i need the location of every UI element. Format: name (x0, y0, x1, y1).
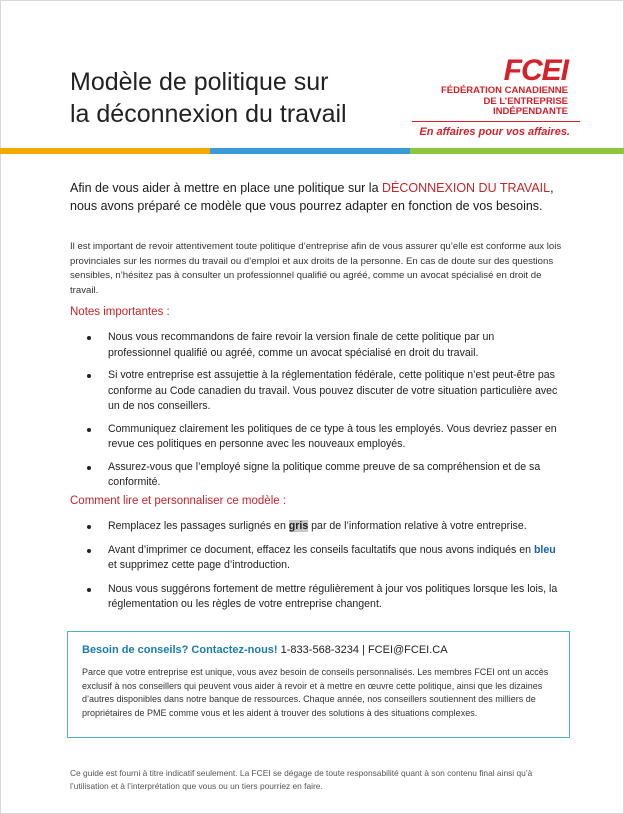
howto-item1-before: Remplacez les passages surlignés en (108, 520, 289, 532)
list-item (70, 422, 560, 453)
logo-name-line-2: DE L’ENTREPRISE INDÉPENDANTE (483, 95, 568, 117)
list-item (70, 460, 560, 491)
color-stripe (0, 148, 624, 154)
list-item (70, 582, 560, 613)
logo-tagline: En affaires pour vos affaires. (419, 125, 570, 138)
list-item (70, 543, 560, 574)
bullet-icon (87, 428, 91, 432)
contact-box (67, 631, 570, 738)
bullet-icon (87, 336, 91, 340)
stripe-yellow (0, 148, 210, 154)
list-item-text: Si votre entreprise est assujettie à la réglementation fédérale, cette politique n’est peut-être pas conforme au Code canadien du travail. Vous pouvez discuter de votre situation particulière avec un de nos conseillers. (108, 369, 558, 412)
contact-separator: | (358, 644, 368, 656)
list-item-text: Communiquez clairement les politiques de ce type à tous les employés. Vous devriez passer en revue ces politiques en personne avec les nouveaux employés. (108, 422, 557, 450)
list-item-text: Nous vous recommandons de faire revoir la version finale de cette politique par un professionnel qualifié ou agréé, comme un avocat spécialisé en droit du travail. (108, 331, 495, 359)
notes-list (70, 330, 560, 491)
contact-email[interactable]: FCEI@FCEI.CA (367, 644, 448, 656)
stripe-green (410, 148, 624, 154)
blue-text-sample: bleu (533, 543, 556, 556)
legal-paragraph: Il est important de revoir attentivement toute politique d’entreprise afin de vous assurer qu’elle est conforme aux lois provinciales sur les normes du travail ou d’emploi et aux droits de la personne. En cas de doute sur des questions sensibles, n’hésitez pas à consulter un professionnel qualifié ou agréé, comme un avocat spécialisé en droit de travail. (70, 241, 562, 296)
bullet-icon (87, 374, 91, 378)
list-item (70, 519, 560, 535)
logo-name-line-1: FÉDÉRATION CANADIENNE (440, 85, 568, 96)
gray-highlight-sample: gris (288, 520, 309, 532)
howto-item3: Nous vous suggérons fortement de mettre régulièrement à jour vos politiques lorsque les lois, la réglementation ou les règles de votre entreprise changent. (108, 582, 558, 610)
logo-mark: FCEI (503, 54, 568, 87)
stripe-blue (210, 148, 410, 154)
list-item (70, 330, 560, 361)
fcei-logo (412, 56, 580, 138)
page-title (70, 66, 347, 130)
bullet-icon (87, 525, 91, 529)
intro-before: Afin de vous aider à mettre en place une politique sur la (70, 181, 382, 195)
intro-after: , nous avons préparé ce modèle que vous pourrez adapter en fonction de vos besoins. (70, 181, 554, 213)
title-line-1: Modèle de politique sur (70, 68, 329, 96)
intro-text (70, 180, 560, 215)
howto-item1-after: par de l’information relative à votre entreprise. (308, 520, 527, 532)
contact-box-heading (82, 644, 448, 656)
list-item-text: Assurez-vous que l’employé signe la politique comme preuve de sa compréhension et de sa conformité. (108, 460, 541, 488)
bullet-icon (87, 588, 91, 592)
contact-box-text: Parce que votre entreprise est unique, vous avez besoin de conseils personnalisés. Les membres FCEI ont un accès exclusif à nos conseillers qui peuvent vous aider à revoir et à mettre en œuvre cette politique, ainsi que les dizaines d’autres disponibles dans notre banque de ressources. Chaque année, nos conseillers soutiennent des milliers de propriétaires de PME comme vous et les aident à trouver des solutions à des situations complexes. (82, 667, 549, 718)
intro-highlight: DÉCONNEXION DU TRAVAIL (382, 181, 551, 195)
contact-heading-text: Besoin de conseils? Contactez-nous! (82, 644, 278, 656)
logo-divider (412, 121, 580, 122)
bullet-icon (87, 549, 91, 553)
howto-item2-before: Avant d’imprimer ce document, effacez les conseils facultatifs que nous avons indiqués en (108, 543, 534, 556)
howto-heading: Comment lire et personnaliser ce modèle : (70, 495, 287, 507)
contact-phone[interactable]: 1-833-568-3234 (280, 644, 359, 656)
bullet-icon (87, 466, 91, 470)
list-item (70, 368, 560, 415)
disclaimer-footer: Ce guide est fourni à titre indicatif seulement. La FCEI se dégage de toute responsabilité quant à son contenu final ainsi qu’à l’utilisation et à l’interprétation que vous ou un tiers pourriez en faire. (70, 768, 533, 791)
howto-item2-after: et supprimez cette page d’introduction. (108, 559, 290, 571)
title-line-2: la déconnexion du travail (70, 100, 347, 128)
notes-heading: Notes importantes : (70, 306, 170, 318)
howto-list (70, 519, 560, 613)
